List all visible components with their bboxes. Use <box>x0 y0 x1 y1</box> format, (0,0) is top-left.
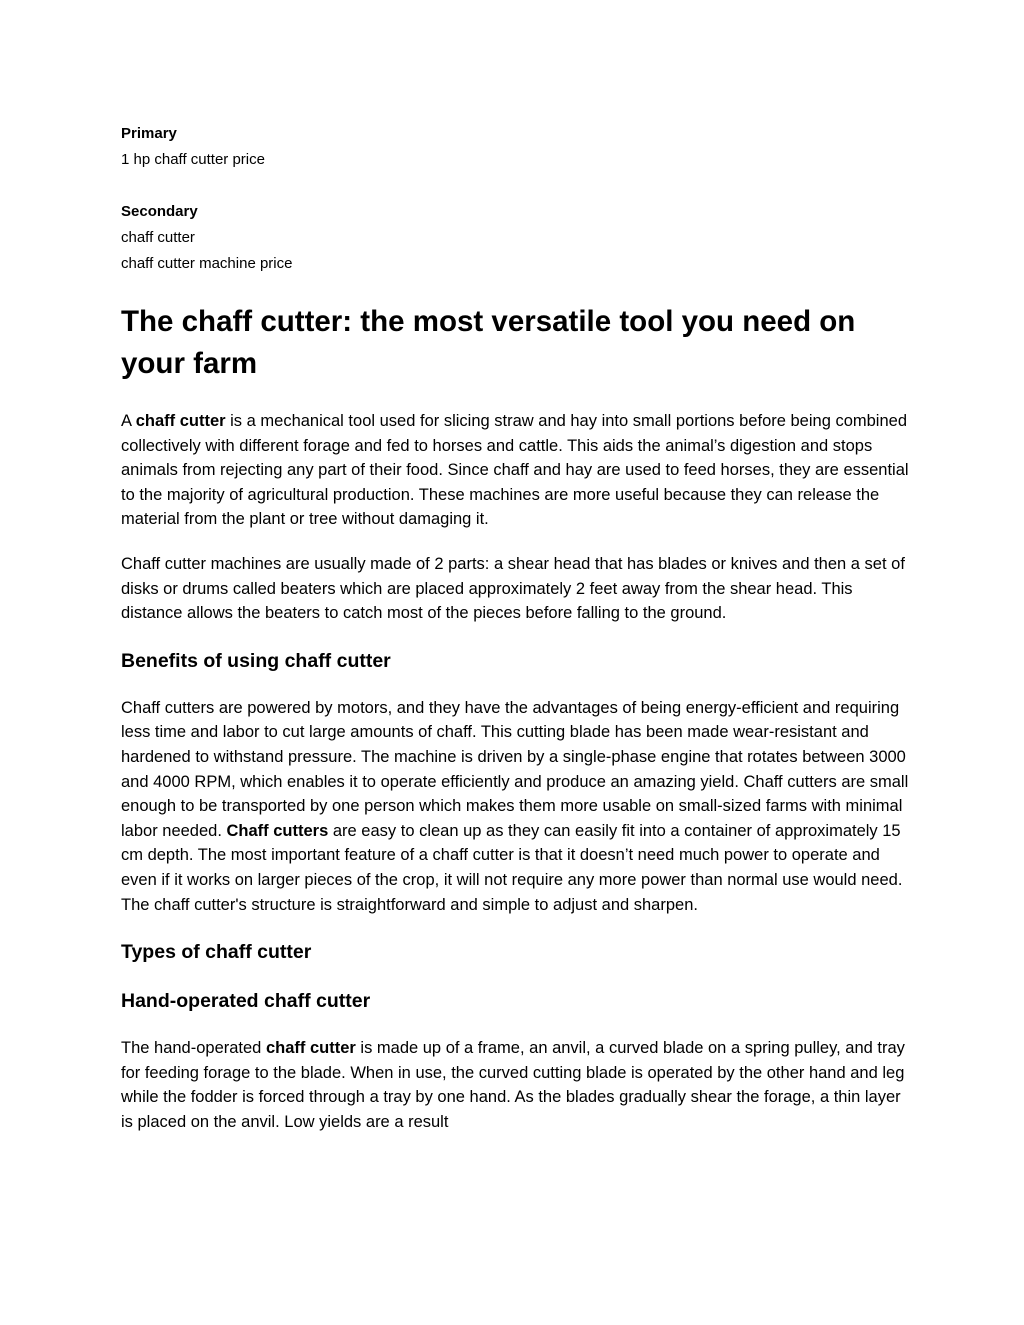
hand-operated-lead-text: The hand-operated <box>121 1039 266 1058</box>
benefits-bold-keyword: Chaff cutters <box>226 821 329 840</box>
primary-keyword-label: Primary <box>121 125 177 142</box>
intro-lead-text: A <box>121 412 136 430</box>
hand-operated-body-text: is made up of a frame, an anvil, a curved blade on a spring pulley, and tray for feeding forage to the blade. When in use, the curved cutting blade is operated by the other hand and leg while the fodder is forced through a tray by one hand. As the blades gradually shear the forage, a thin layer is placed on the anvil. Low yields are a result <box>121 1039 905 1131</box>
intro-bold-keyword: chaff cutter <box>135 412 226 430</box>
hand-operated-heading: Hand-operated chaff cutter <box>121 990 371 1013</box>
secondary-keyword-label: Secondary <box>121 203 198 220</box>
hand-operated-paragraph <box>121 1036 911 1134</box>
hand-operated-bold-keyword: chaff cutter <box>265 1039 356 1058</box>
benefits-text-before: Chaff cutters are powered by motors, and they have the advantages of being energy-efficient and requiring less time and labor to cut large amounts of chaff. This cutting blade has been made wear-resistant and hardened to withstand pressure. The machine is driven by a single-phase engine that rotates between 3000 and 4000 RPM, which enables it to operate efficiently and produce an amazing yield. Chaff cutters are small enough to be transported by one person which makes them more usable on small-sized farms with minimal labor needed. <box>121 698 909 840</box>
parts-paragraph: Chaff cutter machines are usually made of 2 parts: a shear head that has blades or knives and then a set of disks or drums called beaters which are placed approximately 2 feet away from the shear head. This distance allows the beaters to catch most of the pieces before falling to the ground. <box>121 554 905 623</box>
benefits-heading: Benefits of using chaff cutter <box>121 649 391 672</box>
document-page <box>121 121 911 1134</box>
keyword-group-secondary <box>121 199 911 277</box>
article-title: The chaff cutter: the most versatile tool you need on your farm <box>121 305 856 380</box>
types-heading: Types of chaff cutter <box>121 941 312 964</box>
benefits-text-after: are easy to clean up as they can easily fit into a container of approximately 15 cm depth. The most important feature of a chaff cutter is that it doesn’t need much power to operate and even if it works on larger pieces of the crop, it will not require any more power than normal use would need. The chaff cutter's structure is straightforward and simple to adjust and sharpen. <box>121 821 903 914</box>
intro-paragraph <box>121 409 911 532</box>
secondary-keyword-item: chaff cutter <box>121 229 195 246</box>
benefits-paragraph <box>121 696 911 917</box>
primary-keyword-item: 1 hp chaff cutter price <box>121 151 265 168</box>
secondary-keyword-item: chaff cutter machine price <box>121 255 293 272</box>
intro-body-text: is a mechanical tool used for slicing straw and hay into small portions before being combined collectively with different forage and fed to horses and cattle. This aids the animal’s digestion and stops animals from rejecting any part of their food. Since chaff and hay are used to feed horses, they are essential to the majority of agricultural production. These machines are more useful because they can release the material from the plant or tree without damaging it. <box>121 412 909 529</box>
keyword-group-primary <box>121 121 911 173</box>
